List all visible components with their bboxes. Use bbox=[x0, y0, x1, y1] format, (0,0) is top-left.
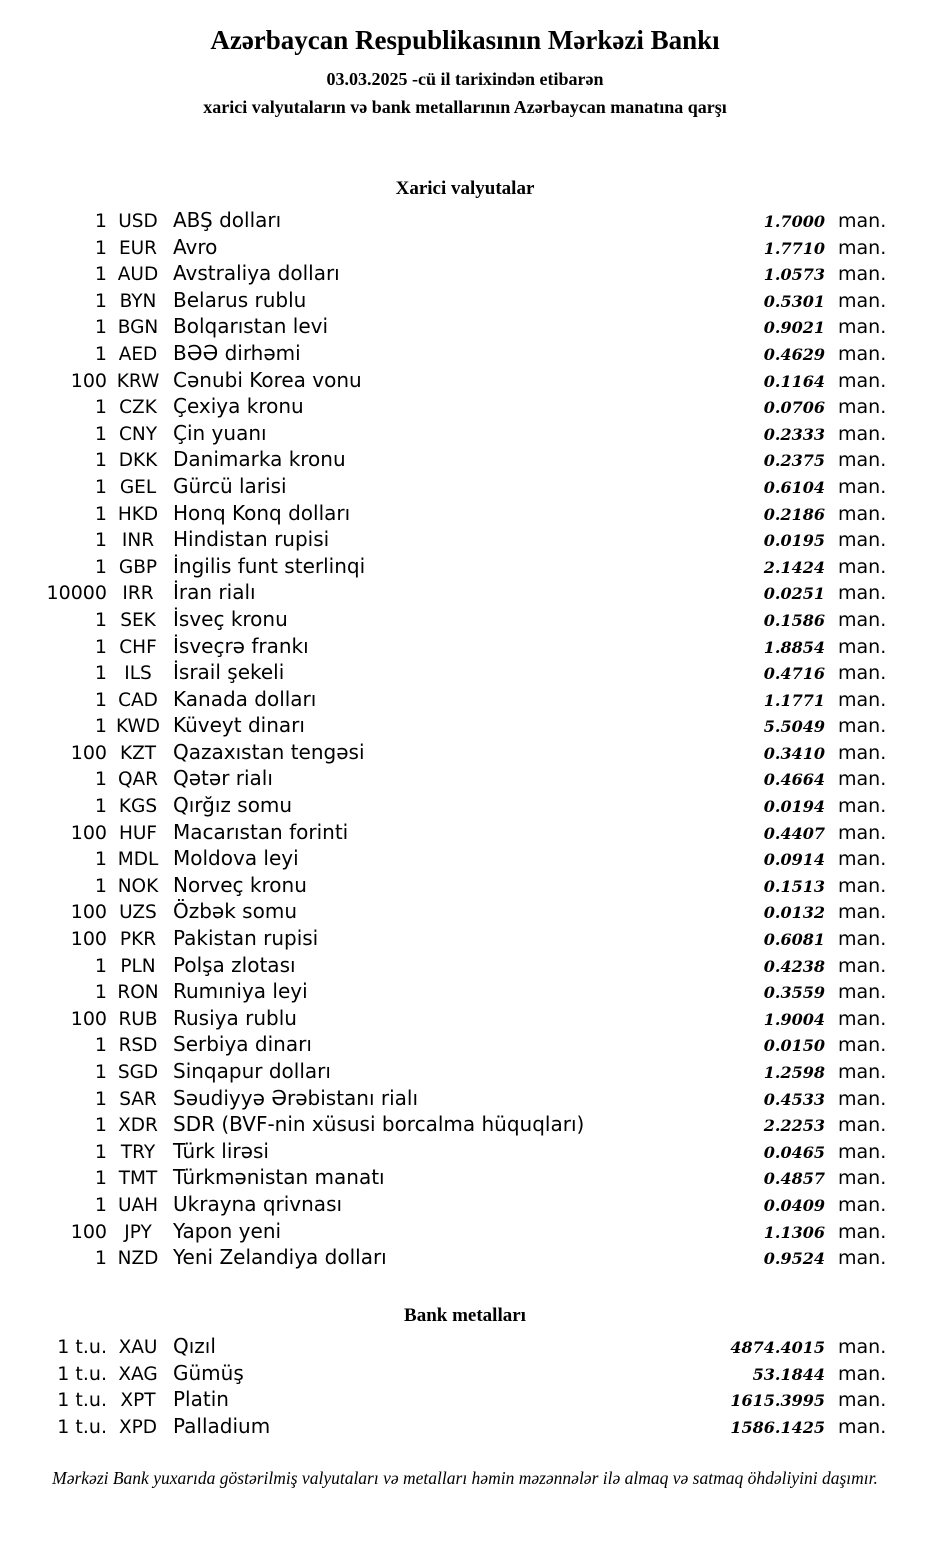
currency-code: HUF bbox=[118, 822, 158, 844]
currency-amount: 1 bbox=[94, 210, 107, 232]
currency-rate: 0.0706 bbox=[763, 398, 825, 418]
currency-rate: 0.1513 bbox=[763, 876, 825, 896]
currency-amount: 1 bbox=[94, 1087, 107, 1110]
currency-name: Avro bbox=[173, 234, 218, 259]
unit-label: man. bbox=[838, 502, 887, 525]
currency-code: TMT bbox=[118, 1168, 158, 1190]
currency-name: Polşa zlotası bbox=[173, 952, 296, 977]
rate-row-UAH bbox=[0, 1191, 930, 1218]
currency-code: GEL bbox=[119, 476, 157, 498]
currency-rate: 0.2186 bbox=[763, 504, 825, 524]
currency-code: CHF bbox=[119, 636, 157, 658]
currency-code: PKR bbox=[119, 929, 157, 951]
currency-code: KRW bbox=[116, 370, 160, 392]
unit-label: man. bbox=[838, 1415, 887, 1438]
currency-rate: 0.4407 bbox=[763, 823, 825, 843]
currency-rate: 0.0132 bbox=[763, 903, 825, 923]
currency-name: Türk lirəsi bbox=[173, 1138, 269, 1163]
currency-amount: 1 t.u. bbox=[57, 1362, 107, 1385]
currency-amount: 1 bbox=[94, 608, 107, 631]
currency-name: Pakistan rupisi bbox=[173, 926, 319, 951]
currency-code: UAH bbox=[117, 1194, 159, 1216]
currency-rate: 0.4664 bbox=[763, 770, 825, 790]
unit-label: man. bbox=[838, 475, 887, 498]
currency-rate: 0.9021 bbox=[763, 318, 825, 338]
currency-name: Qətər rialı bbox=[173, 766, 273, 791]
currency-code: CAD bbox=[118, 689, 158, 711]
currency-code: QAR bbox=[117, 769, 159, 791]
unit-label: man. bbox=[838, 795, 887, 818]
unit-label: man. bbox=[838, 342, 887, 365]
currency-name: Avstraliya dolları bbox=[173, 261, 340, 286]
currency-amount: 10000 bbox=[46, 582, 107, 605]
rate-row-IRR bbox=[0, 579, 930, 606]
effective-date-line: 03.03.2025 -cü il tarixindən etibarən bbox=[326, 69, 604, 89]
rate-row-CZK bbox=[0, 393, 930, 420]
rate-row-HUF bbox=[0, 819, 930, 846]
rate-row-UZS bbox=[0, 898, 930, 925]
currency-code: GBP bbox=[118, 556, 158, 578]
currency-amount: 1 t.u. bbox=[57, 1336, 107, 1358]
unit-label: man. bbox=[838, 1336, 887, 1358]
currency-amount: 1 bbox=[94, 529, 107, 552]
unit-label: man. bbox=[838, 316, 887, 339]
currency-code: DKK bbox=[118, 450, 158, 472]
unit-label: man. bbox=[838, 582, 887, 605]
currency-amount: 1 bbox=[94, 1193, 107, 1216]
rate-row-JPY bbox=[0, 1218, 930, 1245]
currency-amount: 1 bbox=[94, 502, 107, 525]
currency-amount: 1 bbox=[94, 449, 107, 472]
currency-rate: 2.2253 bbox=[763, 1116, 825, 1136]
currency-amount: 100 bbox=[70, 1007, 107, 1030]
rate-row-SEK bbox=[0, 606, 930, 633]
rate-row-XPT bbox=[0, 1386, 930, 1413]
currency-code: XDR bbox=[118, 1115, 158, 1137]
currency-name: Moldova leyi bbox=[173, 846, 299, 871]
currency-code: RUB bbox=[118, 1008, 158, 1030]
currency-amount: 1 bbox=[94, 981, 107, 1004]
currency-name: Sinqapur dolları bbox=[173, 1059, 331, 1083]
rate-row-MDL bbox=[0, 845, 930, 872]
currency-rate: 0.6081 bbox=[763, 930, 825, 950]
bank-metals-table bbox=[0, 1333, 930, 1439]
page-subtitle: xarici valyutaların və bank metallarının Azərbaycan manatına qarşı bbox=[203, 97, 727, 117]
rate-row-RON bbox=[0, 978, 930, 1005]
unit-label: man. bbox=[838, 1087, 887, 1110]
foreign-currencies-heading: Xarici valyutalar bbox=[395, 178, 535, 199]
unit-label: man. bbox=[838, 1167, 887, 1190]
currency-rate: 1.1306 bbox=[763, 1222, 825, 1242]
currency-code: JPY bbox=[124, 1221, 152, 1243]
currency-rate: 1.7000 bbox=[763, 212, 825, 231]
currency-code: SAR bbox=[119, 1088, 157, 1110]
rate-row-XAG bbox=[0, 1360, 930, 1387]
currency-code: XAG bbox=[118, 1363, 158, 1385]
rate-row-NZD bbox=[0, 1244, 930, 1271]
currency-rate: 0.9524 bbox=[763, 1249, 825, 1269]
currency-amount: 1 bbox=[94, 342, 107, 365]
currency-amount: 100 bbox=[70, 369, 107, 392]
currency-rate: 1586.1425 bbox=[730, 1417, 825, 1437]
currency-rate: 0.2333 bbox=[763, 424, 825, 444]
rate-row-CAD bbox=[0, 686, 930, 713]
currency-name: BƏƏ dirhəmi bbox=[173, 340, 301, 365]
currency-code: USD bbox=[118, 211, 158, 232]
currency-amount: 1 bbox=[94, 1061, 107, 1083]
unit-label: man. bbox=[838, 1220, 887, 1243]
currency-name: Qızıl bbox=[173, 1334, 216, 1358]
currency-amount: 1 bbox=[94, 662, 107, 685]
currency-name: SDR (BVF-nin xüsusi borcalma hüquqları) bbox=[173, 1112, 585, 1137]
currency-amount: 1 bbox=[94, 795, 107, 818]
currency-rate: 1.2598 bbox=[763, 1063, 825, 1082]
currency-name: Danimarka kronu bbox=[173, 447, 346, 472]
rate-row-QAR bbox=[0, 765, 930, 792]
rate-row-KWD bbox=[0, 712, 930, 739]
currency-rate: 0.4716 bbox=[763, 664, 825, 684]
unit-label: man. bbox=[838, 1061, 887, 1083]
currency-code: TRY bbox=[120, 1141, 156, 1163]
currency-amount: 1 bbox=[94, 263, 107, 286]
currency-amount: 1 bbox=[94, 635, 107, 658]
unit-label: man. bbox=[838, 210, 887, 232]
unit-label: man. bbox=[838, 263, 887, 286]
currency-amount: 1 bbox=[94, 316, 107, 339]
rate-row-GBP bbox=[0, 553, 930, 580]
currency-name: Qazaxıstan tengəsi bbox=[173, 739, 365, 764]
currency-rate: 0.1164 bbox=[763, 371, 825, 391]
currency-code: XAU bbox=[118, 1337, 158, 1358]
rate-row-CNY bbox=[0, 420, 930, 447]
currency-code: MDL bbox=[117, 849, 159, 871]
rate-row-PLN bbox=[0, 952, 930, 979]
currency-name: Səudiyyə Ərəbistanı rialı bbox=[173, 1085, 419, 1110]
unit-label: man. bbox=[838, 449, 887, 472]
rate-row-PKR bbox=[0, 925, 930, 952]
rate-row-AED bbox=[0, 340, 930, 367]
currency-name: Çexiya kronu bbox=[173, 394, 304, 419]
currency-rate: 5.5049 bbox=[763, 717, 825, 737]
unit-label: man. bbox=[838, 422, 887, 445]
rate-row-AUD bbox=[0, 260, 930, 287]
currency-rate: 0.3410 bbox=[763, 743, 825, 763]
currency-rate: 0.5301 bbox=[763, 291, 825, 311]
currency-name: Türkmənistan manatı bbox=[173, 1165, 385, 1190]
rate-row-BYN bbox=[0, 287, 930, 314]
currency-rate: 0.0409 bbox=[763, 1195, 825, 1215]
rate-row-XDR bbox=[0, 1111, 930, 1138]
currency-name: Gürcü larisi bbox=[173, 473, 287, 498]
currency-name: Qırğız somu bbox=[173, 793, 293, 818]
currency-code: IRR bbox=[122, 583, 154, 605]
unit-label: man. bbox=[838, 1193, 887, 1216]
currency-name: Honq Konq dolları bbox=[173, 500, 351, 525]
unit-label: man. bbox=[838, 635, 887, 658]
rate-row-TRY bbox=[0, 1138, 930, 1165]
unit-label: man. bbox=[838, 396, 887, 419]
currency-code: BGN bbox=[117, 317, 159, 339]
currency-amount: 1 bbox=[94, 688, 107, 711]
rate-row-XPD bbox=[0, 1413, 930, 1440]
unit-label: man. bbox=[838, 608, 887, 631]
unit-label: man. bbox=[838, 289, 887, 312]
currency-amount: 1 t.u. bbox=[57, 1415, 107, 1438]
currency-rate: 0.4857 bbox=[763, 1169, 825, 1189]
currency-rate: 0.1586 bbox=[763, 610, 825, 630]
unit-label: man. bbox=[838, 928, 887, 951]
currency-rate: 1.1771 bbox=[763, 690, 825, 710]
bank-metals-heading: Bank metalları bbox=[404, 1305, 526, 1326]
currency-rate: 0.6104 bbox=[763, 477, 825, 497]
rate-row-ILS bbox=[0, 659, 930, 686]
currency-code: KWD bbox=[115, 716, 160, 738]
currency-code: SEK bbox=[120, 609, 156, 631]
rate-row-BGN bbox=[0, 313, 930, 340]
unit-label: man. bbox=[838, 981, 887, 1004]
unit-label: man. bbox=[838, 954, 887, 977]
unit-label: man. bbox=[838, 529, 887, 552]
unit-label: man. bbox=[838, 768, 887, 791]
currency-code: INR bbox=[121, 530, 155, 552]
rate-row-DKK bbox=[0, 446, 930, 473]
currency-rate: 2.1424 bbox=[763, 557, 825, 577]
rate-row-HKD bbox=[0, 500, 930, 527]
currency-name: Bolqarıstan levi bbox=[173, 314, 329, 339]
rate-row-TMT bbox=[0, 1164, 930, 1191]
unit-label: man. bbox=[838, 236, 887, 259]
unit-label: man. bbox=[838, 1114, 887, 1137]
currency-rate: 53.1844 bbox=[752, 1364, 825, 1384]
currency-code: XPT bbox=[120, 1390, 156, 1412]
currency-code: AUD bbox=[117, 264, 159, 286]
rate-row-USD bbox=[0, 207, 930, 234]
currency-amount: 1 bbox=[94, 475, 107, 498]
unit-label: man. bbox=[838, 688, 887, 711]
currency-name: İsveç kronu bbox=[173, 606, 288, 631]
currency-amount: 1 bbox=[94, 768, 107, 791]
currency-name: Platin bbox=[173, 1387, 229, 1412]
currency-amount: 1 bbox=[94, 289, 107, 312]
currency-amount: 1 bbox=[94, 954, 107, 977]
currency-rate: 4874.4015 bbox=[730, 1338, 825, 1357]
rate-row-XAU bbox=[0, 1333, 930, 1360]
currency-code: AED bbox=[118, 343, 158, 365]
currency-code: BYN bbox=[119, 290, 157, 312]
currency-name: Norveç kronu bbox=[173, 872, 307, 897]
currency-name: Yeni Zelandiya dolları bbox=[173, 1245, 387, 1270]
currency-name: Cənubi Korea vonu bbox=[173, 367, 362, 392]
currency-code: CZK bbox=[119, 397, 157, 419]
rate-row-INR bbox=[0, 526, 930, 553]
currency-name: İngilis funt sterlinqi bbox=[173, 553, 366, 578]
currency-code: PLN bbox=[120, 955, 156, 977]
unit-label: man. bbox=[838, 1140, 887, 1163]
unit-label: man. bbox=[838, 662, 887, 685]
currency-amount: 1 bbox=[94, 1140, 107, 1163]
currency-rate: 0.4629 bbox=[763, 344, 825, 364]
currency-code: KGS bbox=[118, 796, 158, 818]
currency-name: Özbək somu bbox=[173, 899, 297, 924]
currency-rate: 1.8854 bbox=[763, 637, 825, 657]
currency-name: Rumıniya leyi bbox=[173, 979, 308, 1004]
currency-rate: 0.0194 bbox=[763, 797, 825, 817]
currency-code: ILS bbox=[124, 663, 152, 685]
rate-row-EUR bbox=[0, 234, 930, 261]
currency-rate: 1615.3995 bbox=[730, 1391, 825, 1411]
rate-row-SGD bbox=[0, 1058, 930, 1085]
rate-row-GEL bbox=[0, 473, 930, 500]
currency-amount: 100 bbox=[70, 928, 107, 951]
currency-amount: 100 bbox=[70, 1220, 107, 1243]
currency-amount: 100 bbox=[70, 901, 107, 924]
currency-code: NZD bbox=[117, 1248, 159, 1270]
unit-label: man. bbox=[838, 901, 887, 924]
page-title: Azərbaycan Respublikasının Mərkəzi Bankı bbox=[210, 25, 720, 55]
currency-rate: 0.2375 bbox=[763, 451, 825, 471]
currency-rate: 0.4238 bbox=[763, 956, 825, 976]
currency-amount: 100 bbox=[70, 821, 107, 844]
currency-rate: 0.0914 bbox=[763, 850, 825, 870]
currency-rate: 0.0465 bbox=[763, 1142, 825, 1162]
currency-name: Yapon yeni bbox=[173, 1218, 282, 1243]
currency-rate: 1.0573 bbox=[763, 265, 825, 285]
currency-amount: 1 t.u. bbox=[57, 1389, 107, 1412]
currency-code: CNY bbox=[118, 423, 158, 445]
currency-amount: 1 bbox=[94, 236, 107, 259]
rate-row-RUB bbox=[0, 1005, 930, 1032]
rate-row-KGS bbox=[0, 792, 930, 819]
currency-amount: 1 bbox=[94, 848, 107, 871]
currency-code: RON bbox=[117, 982, 159, 1004]
currency-name: Kanada dolları bbox=[173, 686, 317, 711]
unit-label: man. bbox=[838, 848, 887, 871]
currency-name: Çin yuanı bbox=[173, 420, 267, 445]
rate-row-KZT bbox=[0, 739, 930, 766]
unit-label: man. bbox=[838, 1034, 887, 1057]
rate-row-CHF bbox=[0, 633, 930, 660]
currency-name: Gümüş bbox=[173, 1360, 244, 1385]
currency-name: Ukrayna qrivnası bbox=[173, 1191, 343, 1216]
currency-rate: 1.9004 bbox=[763, 1009, 825, 1029]
currency-amount: 1 bbox=[94, 555, 107, 578]
currency-name: Macarıstan forinti bbox=[173, 819, 349, 844]
disclaimer-footnote: Mərkəzi Bank yuxarıda göstərilmiş valyutaları və metalları həmin məzənnələr ilə almaq və satmaq öhdəliyini daşımır. bbox=[52, 1468, 878, 1488]
rate-row-KRW bbox=[0, 367, 930, 394]
currency-name: Küveyt dinarı bbox=[173, 713, 305, 738]
currency-code: UZS bbox=[119, 902, 157, 924]
unit-label: man. bbox=[838, 715, 887, 738]
rate-row-NOK bbox=[0, 872, 930, 899]
currency-amount: 1 bbox=[94, 1114, 107, 1137]
currency-name: Serbiya dinarı bbox=[173, 1032, 312, 1057]
unit-label: man. bbox=[838, 369, 887, 392]
unit-label: man. bbox=[838, 1247, 887, 1270]
currency-code: SGD bbox=[117, 1062, 159, 1083]
currency-amount: 1 bbox=[94, 422, 107, 445]
unit-label: man. bbox=[838, 874, 887, 897]
currency-code: HKD bbox=[117, 503, 159, 525]
currency-rate: 0.3559 bbox=[763, 983, 825, 1003]
currency-rate: 0.0150 bbox=[763, 1036, 825, 1056]
currency-name: Hindistan rupisi bbox=[173, 527, 330, 552]
currency-name: İsveçrə frankı bbox=[173, 633, 309, 658]
currency-name: İsrail şekeli bbox=[173, 660, 285, 685]
currency-name: Palladium bbox=[173, 1413, 271, 1438]
currency-name: Rusiya rublu bbox=[173, 1005, 297, 1030]
rate-row-SAR bbox=[0, 1085, 930, 1112]
currency-amount: 1 bbox=[94, 396, 107, 419]
unit-label: man. bbox=[838, 555, 887, 578]
unit-label: man. bbox=[838, 821, 887, 844]
currency-rate: 1.7710 bbox=[763, 238, 825, 258]
currency-name: İran rialı bbox=[173, 580, 256, 605]
currency-rate: 0.0195 bbox=[763, 531, 825, 551]
rate-row-RSD bbox=[0, 1031, 930, 1058]
currency-name: Belarus rublu bbox=[173, 287, 307, 312]
currency-code: NOK bbox=[117, 875, 159, 897]
currency-name: ABŞ dolları bbox=[173, 208, 282, 232]
unit-label: man. bbox=[838, 1389, 887, 1412]
currency-code: KZT bbox=[119, 742, 157, 764]
unit-label: man. bbox=[838, 1007, 887, 1030]
currency-rate: 0.0251 bbox=[763, 584, 825, 604]
currency-rate: 0.4533 bbox=[763, 1089, 825, 1109]
currency-amount: 1 bbox=[94, 874, 107, 897]
currency-amount: 1 bbox=[94, 1167, 107, 1190]
foreign-currencies-table bbox=[0, 207, 930, 1271]
unit-label: man. bbox=[838, 1362, 887, 1385]
currency-amount: 1 bbox=[94, 1034, 107, 1057]
unit-label: man. bbox=[838, 741, 887, 764]
currency-amount: 1 bbox=[94, 715, 107, 738]
currency-amount: 100 bbox=[70, 741, 107, 764]
currency-code: XPD bbox=[118, 1416, 158, 1438]
currency-amount: 1 bbox=[94, 1247, 107, 1270]
currency-code: RSD bbox=[118, 1035, 158, 1057]
currency-code: EUR bbox=[118, 237, 158, 259]
